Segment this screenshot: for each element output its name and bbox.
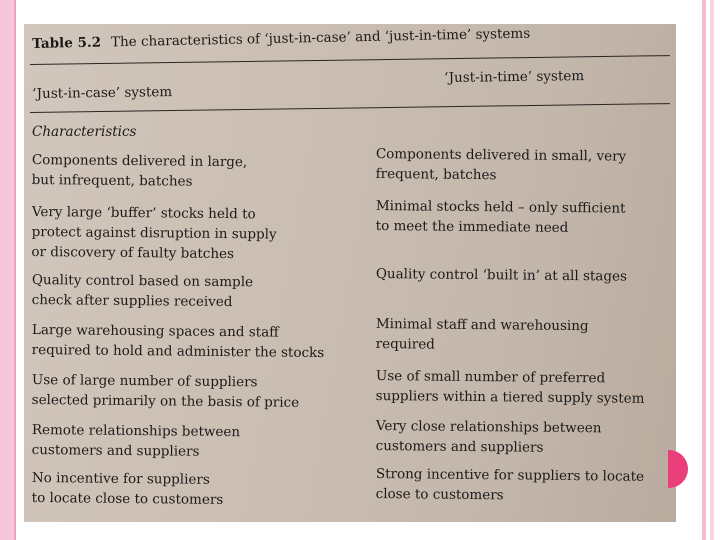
table-cell-left: Quality control based on sample check after supplies received — [31, 271, 254, 311]
table-title — [32, 26, 530, 52]
header-bottom-rule — [30, 103, 670, 113]
slide-accent-dot — [668, 450, 688, 488]
table-cell-right: Use of small number of preferred suppliers within a tiered supply system — [375, 367, 645, 407]
table-title-text: The characteristics of ‘just-in-case’ and ‘just-in-time’ systems — [110, 25, 531, 51]
slide-right-border — [694, 0, 720, 540]
table-cell-left: Use of large number of suppliers selected primarily on the basis of price — [31, 371, 300, 411]
border-stripe — [702, 0, 706, 540]
table-cell-right: Minimal stocks held – only sufficient to meet the immediate need — [375, 197, 626, 237]
table-top-rule — [30, 55, 670, 65]
table-cell-left: No incentive for suppliers to locate close to customers — [31, 469, 224, 509]
table-page — [24, 24, 676, 522]
table-cell-right: Minimal staff and warehousing required — [375, 315, 589, 353]
slide-left-border — [0, 0, 16, 540]
table-cell-right: Strong incentive for suppliers to locate close to customers — [375, 465, 645, 504]
table-cell-right: Quality control ‘built in’ at all stages — [375, 265, 628, 285]
table-cell-left: Components delivered in large, but infrequent, batches — [31, 151, 248, 190]
table-cell-right: Very close relationships between customers and suppliers — [375, 417, 602, 456]
column-header-just-in-time: ‘Just-in-time’ system — [444, 68, 585, 86]
section-label: Characteristics — [32, 124, 137, 140]
table-cell-left: Large warehousing spaces and staff required to hold and administer the stocks — [31, 321, 325, 362]
table-cell-left: Remote relationships between customers and suppliers — [31, 421, 241, 460]
column-header-just-in-case: ‘Just-in-case’ system — [32, 84, 173, 102]
book-page-photo — [24, 24, 676, 522]
border-stripe — [710, 0, 714, 540]
table-cell-right: Components delivered in small, very frequent, batches — [375, 145, 627, 184]
table-cell-left: Very large ‘buffer’ stocks held to protect against disruption in supply or discovery of faulty batches — [31, 203, 277, 263]
table-number: Table 5.2 — [32, 34, 102, 52]
